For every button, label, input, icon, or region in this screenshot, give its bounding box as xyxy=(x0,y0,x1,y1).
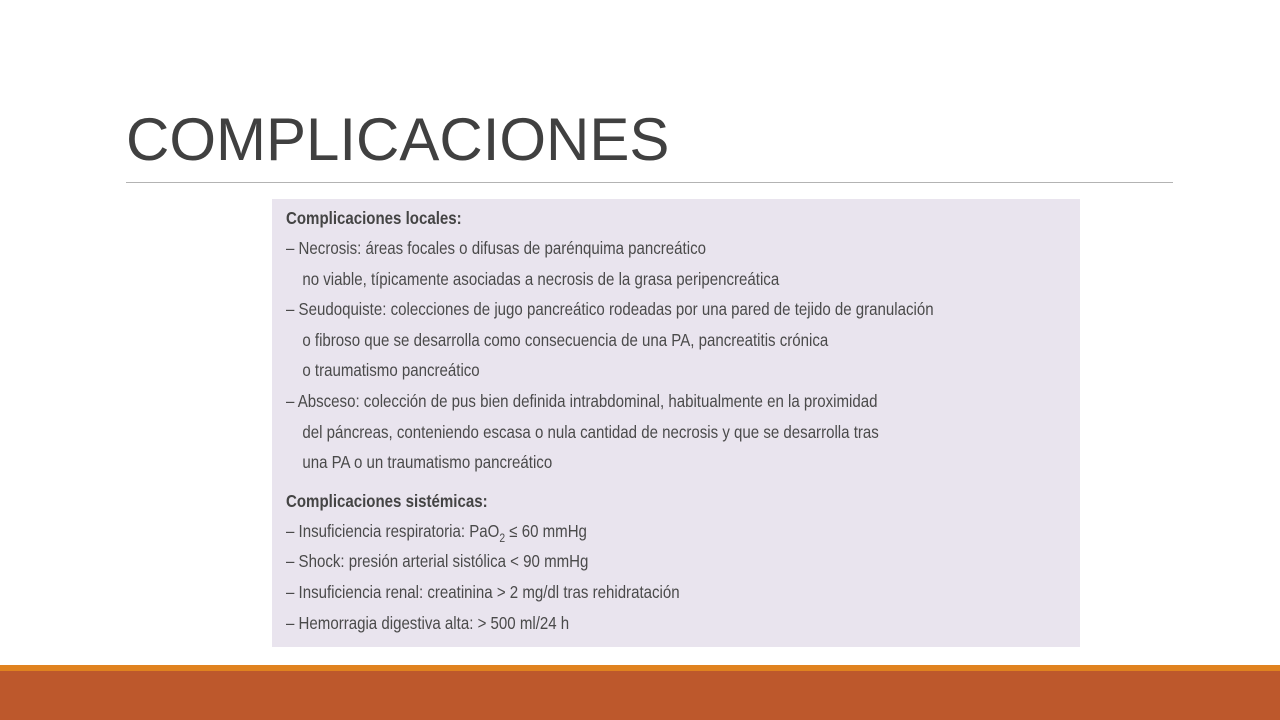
local-item-line: del páncreas, conteniendo escasa o nula cantidad de necrosis y que se desarrolla tras xyxy=(302,421,879,442)
local-item-line: una PA o un traumatismo pancreático xyxy=(302,452,553,473)
local-item-line: – Necrosis: áreas focales o difusas de parénquima pancreático xyxy=(286,238,706,258)
local-item-line: – Seudoquiste: colecciones de jugo pancreático rodeadas por una pared de tejido de granulación xyxy=(286,299,934,320)
complications-content xyxy=(286,203,1060,638)
respiratory-threshold: ≤ 60 mmHg xyxy=(505,520,587,541)
systemic-item-respiratory xyxy=(286,516,1060,547)
local-item-line: – Absceso: colección de pus bien definida intrabdominal, habitualmente en la proximidad xyxy=(286,390,878,411)
title-divider xyxy=(126,182,1173,183)
footer-bar xyxy=(0,671,1280,720)
local-item-line: no viable, típicamente asociadas a necrosis de la grasa peripencreática xyxy=(302,268,780,289)
section-spacer xyxy=(286,478,1060,486)
respiratory-text: – Insuficiencia respiratoria: PaO xyxy=(286,520,500,541)
respiratory-subscript: 2 xyxy=(499,530,506,545)
slide-title: COMPLICACIONES xyxy=(126,106,670,173)
systemic-complications-heading: Complicaciones sistémicas: xyxy=(286,490,488,511)
systemic-item-line: – Insuficiencia renal: creatinina > 2 mg/dl tras rehidratación xyxy=(286,581,680,602)
local-item-line: o fibroso que se desarrolla como consecuencia de una PA, pancreatitis crónica xyxy=(302,329,829,350)
local-complications-heading: Complicaciones locales: xyxy=(286,208,462,228)
complications-table-image xyxy=(272,199,1080,647)
systemic-item-line: – Shock: presión arterial sistólica < 90 mmHg xyxy=(286,551,589,572)
systemic-item-line: – Hemorragia digestiva alta: > 500 ml/24 h xyxy=(286,612,570,633)
local-item-line: o traumatismo pancreático xyxy=(302,360,480,381)
